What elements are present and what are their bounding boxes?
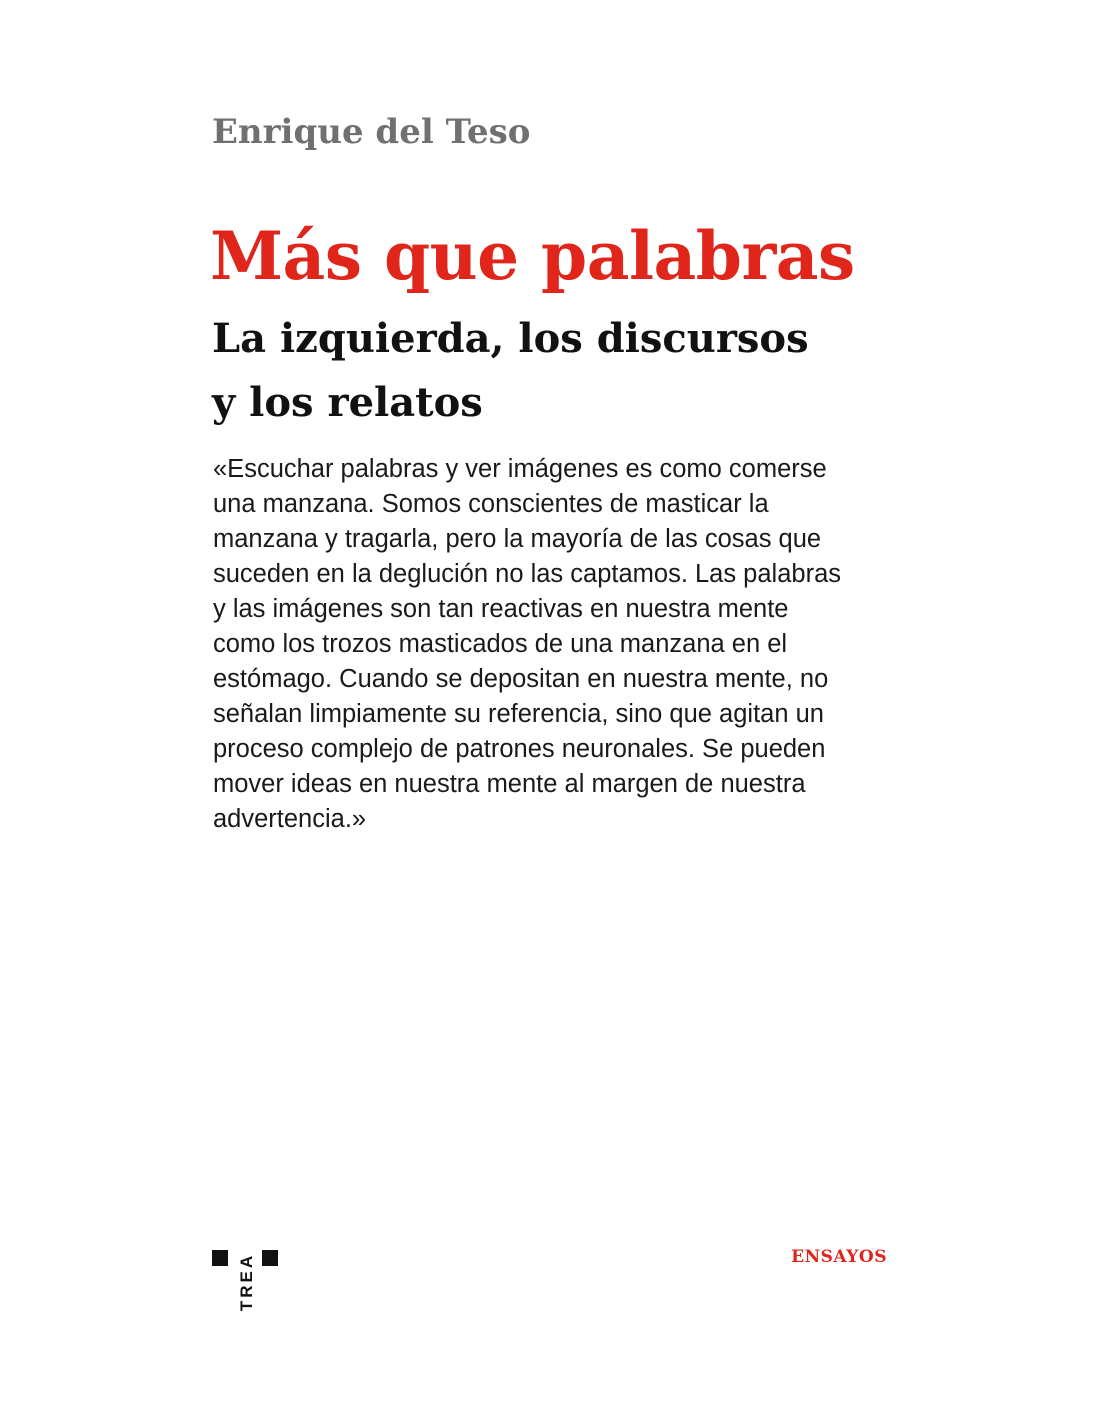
- quote-line: como los trozos masticados de una manzana en el: [213, 630, 788, 658]
- trea-logo-icon: [212, 1248, 282, 1320]
- subtitle-line: La izquierda, los discursos: [212, 315, 809, 362]
- quote-line: estómago. Cuando se depositan en nuestra mente, no: [213, 665, 829, 693]
- quote-line: una manzana. Somos conscientes de masticar la: [213, 490, 769, 518]
- quote-line: señalan limpiamente su referencia, sino que agitan un: [213, 700, 824, 728]
- quote-line: advertencia.»: [213, 805, 367, 833]
- author-name: Enrique del Teso: [212, 112, 531, 152]
- quote-line: proceso complejo de patrones neuronales. Se pueden: [213, 735, 826, 763]
- blurb-quote: [213, 452, 913, 837]
- quote-line: suceden en la deglución no las captamos. Las palabras: [213, 560, 841, 588]
- quote-line: manzana y tragarla, pero la mayoría de las cosas que: [213, 525, 822, 553]
- logo-square-left: [212, 1250, 228, 1266]
- quote-line: y las imágenes son tan reactivas en nuestra mente: [213, 595, 789, 623]
- subtitle-line: y los relatos: [212, 379, 483, 426]
- book-title: Más que palabras: [210, 217, 855, 295]
- publisher-name-wrap: [237, 1248, 257, 1316]
- publisher-name: TREA: [237, 1252, 256, 1312]
- series-name: ENSAYOS: [791, 1247, 887, 1267]
- quote-line: mover ideas en nuestra mente al margen de nuestra: [213, 770, 806, 798]
- logo-square-right: [262, 1250, 278, 1266]
- book-subtitle: [212, 307, 809, 435]
- quote-line: «Escuchar palabras y ver imágenes es como comerse: [213, 455, 827, 483]
